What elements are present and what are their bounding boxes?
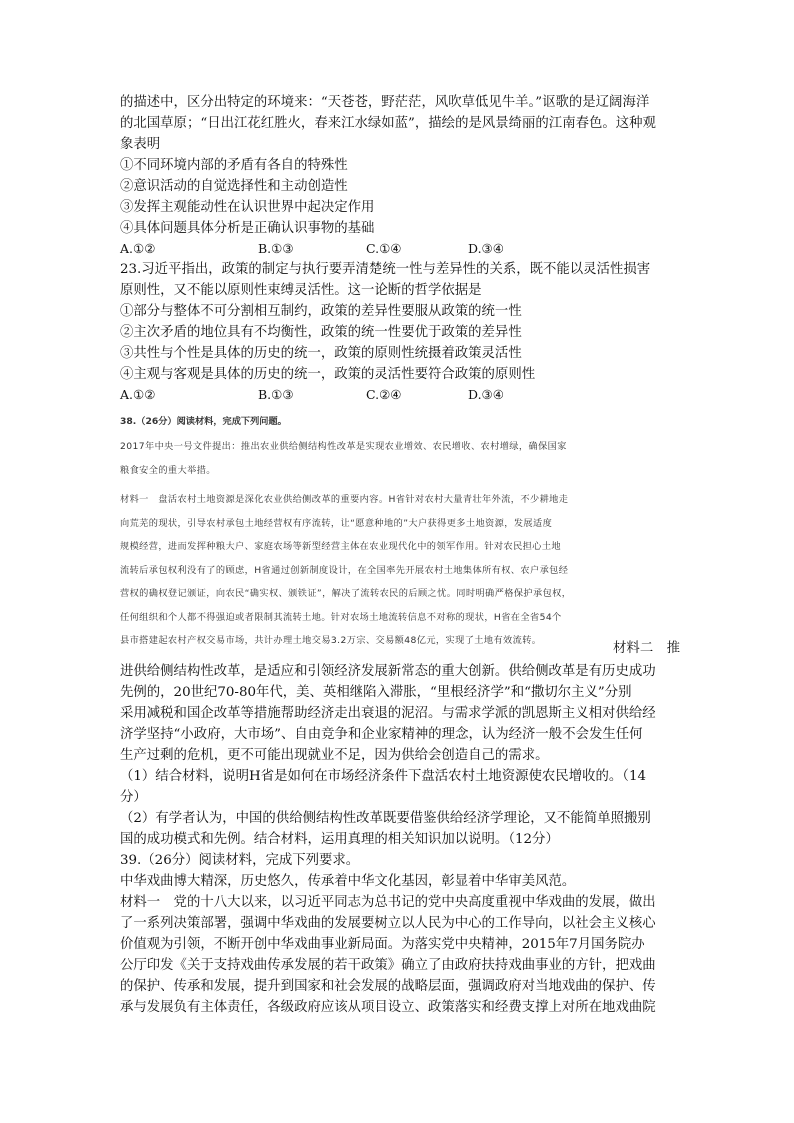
q38-scan-line-7: 营权的确权登记颁证，向农民“确实权、颁铁证”，解决了流转农民的后顾之忧。同时明确严格保护承包权， [120, 588, 572, 599]
exam-page [120, 92, 680, 1018]
q22-item-2: ②意识活动的自觉选择性和主动创造性 [120, 179, 348, 194]
q22-item-3: ③发挥主观能动性在认识世界中起决定作用 [120, 200, 375, 215]
q22-option-b: B.①③ [258, 241, 294, 256]
q38-scan-line-9: 县市搭建起农村产权交易市场，共计办理土地交易3.2万宗、交易额48亿元，实现了土地有效流转。 [120, 635, 542, 646]
q22-line-1: 的描述中，区分出特定的环境来：“天苍苍，野茫茫，风吹草低见牛羊。”讴歌的是辽阔海洋 [120, 95, 650, 110]
q22-line-3: 象表明 [120, 137, 161, 152]
q39-heading: 39.（26分）阅读材料，完成下列要求。 [120, 852, 360, 868]
q38-material2-line-3: 采用减税和国企改革等措施帮助经济走出衰退的泥沼。与需求学派的凯恩斯主义相对供给经 [120, 705, 656, 721]
q23-option-a: A.①② [120, 387, 156, 402]
q23-line-1: 23.习近平指出，政策的制定与执行要弄清楚统一性与差异性的关系，既不能以灵活性损害 [120, 262, 651, 277]
q23-option-c: C.②④ [366, 387, 402, 402]
q38-scan-line-4: 向荒芜的现状，引导农村承包土地经营权有序流转，让“愿意种地的”大户获得更多土地资源，发展适度 [120, 517, 553, 529]
q39-material1-line-4: 公厅印发《关于支持戏曲传承发展的若干政策》确立了由政府扶持戏曲事业的方针，把戏曲 [120, 957, 656, 973]
q38-sub2-line-1: （2）有学者认为，中国的供给侧结构性改革既要借鉴供给经济学理论，又不能简单照搬别 [120, 810, 651, 826]
q38-material2-line-1: 进供给侧结构性改革，是适应和引领经济发展新常态的重大创新。供给侧改革是有历史成功 [120, 663, 656, 679]
q23-item-4: ④主观与客观是具体的历史的统一，政策的灵活性要符合政策的原则性 [120, 367, 536, 382]
q38-sub1-line-1: （1）结合材料，说明H省是如何在市场经济条件下盘活农村土地资源使农民增收的。（14 [120, 768, 646, 784]
q23-options [120, 385, 680, 405]
q38-scan-line-1: 2017年中央一号文件提出：推出农业供给侧结构性改革是实现农业增效、农民增收、农村增绿，确保国家 [120, 441, 567, 452]
q39-material1-line-2: 了一系列决策部署，强调中华戏曲的发展要树立以人民为中心的工作导向，以社会主义核心 [120, 915, 656, 931]
q39-material1-line-3: 价值观为引领，不断开创中华戏曲事业新局面。为落实党中央精神，2015年7月国务院办 [120, 936, 645, 952]
q38-scan-line-8: 任何组织和个人都不得强迫或者限制其流转土地。针对农场土地流转信息不对称的现状，H省在全省54个 [120, 611, 562, 623]
q38-material2-line-5: 生产过剩的危机，更不可能出现就业不足，因为供给会创造自己的需求。 [120, 747, 549, 763]
q38-scan-last-row [120, 629, 680, 656]
q23-option-b: B.①③ [258, 387, 294, 402]
q23-option-d: D.③④ [468, 387, 504, 402]
q22-item-1: ①不同环境内部的矛盾有各自的特殊性 [120, 158, 348, 173]
q39-intro: 中华戏曲博大精深，历史悠久，传承着中华文化基因，彰显着中华审美风范。 [120, 873, 576, 889]
q22-option-a: A.①② [120, 241, 156, 256]
q22-line-2: 的北国草原；“日出江花红胜火，春来江水绿如蓝”，描绘的是风景绮丽的江南春色。这种观 [120, 116, 656, 131]
q39-material1-line-5: 的保护、传承和发展，提升到国家和社会发展的战略层面，强调政府对当地戏曲的保护、传 [120, 978, 656, 994]
q38-sub2-line-2: 国的成功模式和先例。结合材料，运用真理的相关知识加以说明。（12分） [120, 831, 559, 847]
q23-item-3: ③共性与个性是具体的历史的统一，政策的原则性统摄着政策灵活性 [120, 346, 522, 361]
q22-options [120, 239, 680, 259]
q38-heading: 38.（26分）阅读材料，完成下列问题。 [120, 416, 287, 427]
q38-material2-line-4: 济学坚持“小政府，大市场”、自由竞争和企业家精神的理念，认为经济一般不会发生任何 [120, 726, 643, 742]
q38-scan-line-2: 粮食安全的重大举措。 [120, 464, 216, 476]
q22-item-4: ④具体问题具体分析是正确认识事物的基础 [120, 221, 375, 236]
q38-material2-line-2: 先例的，20世纪70-80年代，美、英相继陷入滞胀，“里根经济学”和“撒切尔主义”分别 [120, 684, 632, 700]
q38-scan-line-6: 流转后承包权利没有了的顾虑，H省通过创新制度设计，在全国率先开展农村土地集体所有权、农户承包经 [120, 564, 569, 576]
q23-line-2: 原则性，又不能以原则性束缚灵活性。这一论断的哲学依据是 [120, 283, 482, 298]
q38-sub1-line-2: 分） [120, 789, 147, 805]
q22-option-d: D.③④ [468, 241, 504, 256]
q38-scan-line-5: 规模经营，进而发挥种粮大户、家庭农场等新型经营主体在农业现代化中的领军作用。针对农民担心土地 [120, 541, 562, 552]
q38-scanned-material [120, 435, 680, 656]
q38-material2-label: 材料二 推 [613, 641, 680, 656]
q38-scan-line-3: 材料一 盘活农村土地资源是深化农业供给侧改革的重要内容。H省针对农村大量青壮年外流，不少耕地走 [120, 494, 569, 505]
q39-material1-line-1: 材料一 党的十八大以来，以习近平同志为总书记的党中央高度重视中华戏曲的发展，做出 [120, 894, 656, 910]
q39-material1-line-6: 承与发展负有主体责任，各级政府应该从项目设立、政策落实和经费支撑上对所在地戏曲院 [120, 999, 656, 1015]
q23-item-1: ①部分与整体不可分割相互制约，政策的差异性要服从政策的统一性 [120, 304, 522, 319]
q22-option-c: C.①④ [366, 241, 402, 256]
q23-item-2: ②主次矛盾的地位具有不均衡性，政策的统一性要优于政策的差异性 [120, 325, 522, 340]
